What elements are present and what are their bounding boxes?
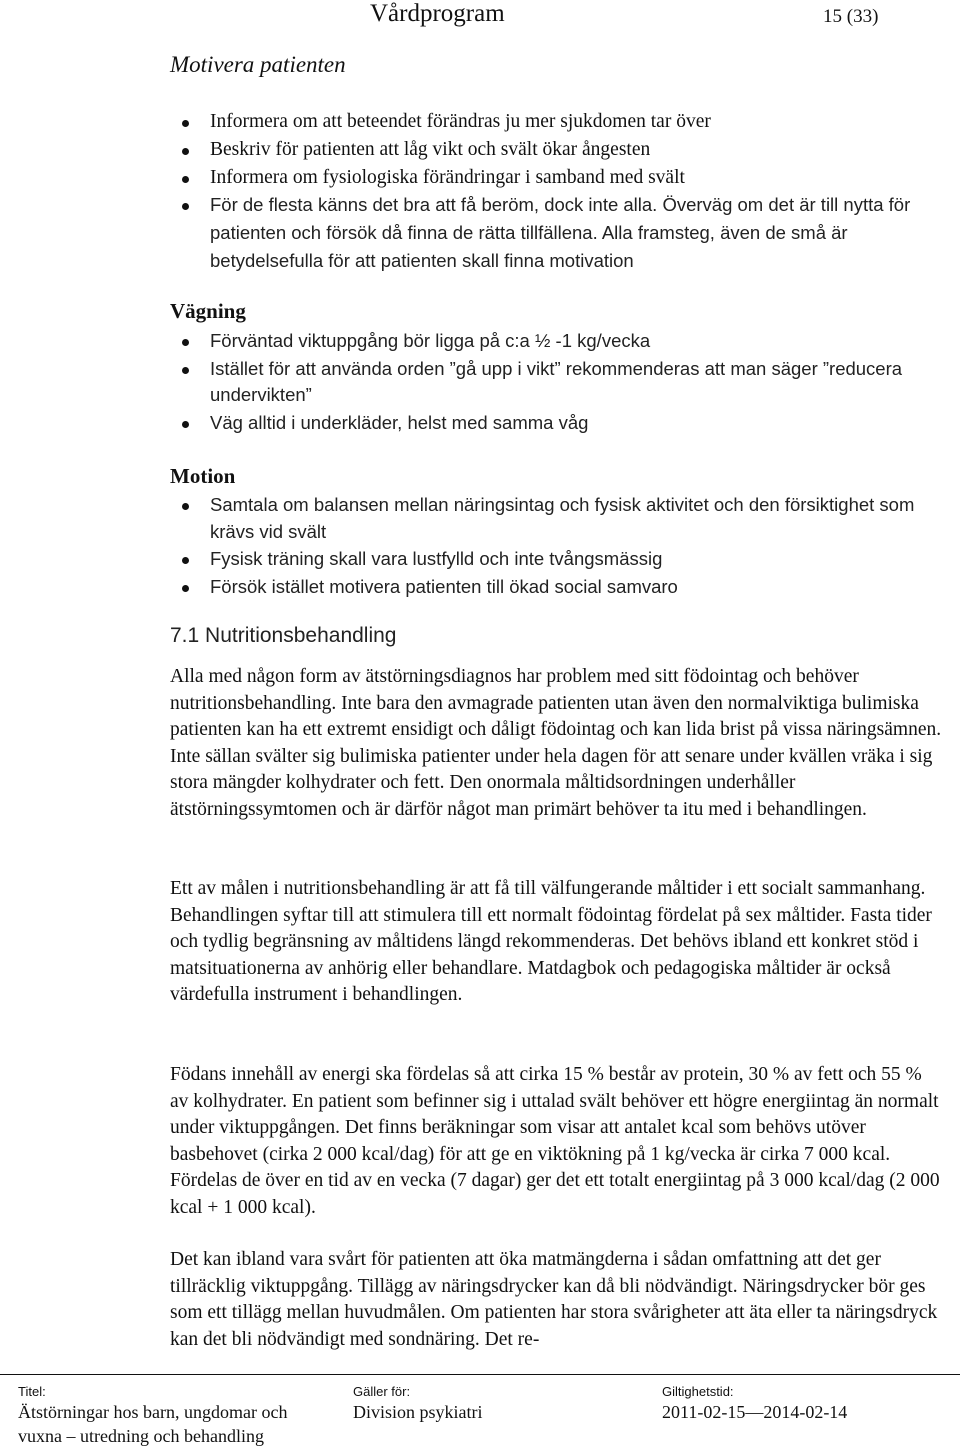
list-item: Fysisk träning skall vara lustfylld och inte tvångsmässig <box>172 546 940 573</box>
paragraph: Ett av målen i nutritionsbehandling är att få till välfungerande måltider i ett socialt sammanhang. Behandlingen syftar till att stimulera till ett normalt födointag fördelat på sex måltider. Fasta tider och tydlig begränsning av måltidens längd rekommenderas. Det behövs ibland ett konkret stöd i matsituationerna av anhörig eller behandlare. Matdagbok och pedagogiska måltider är också värdefulla instrument i behandlingen. <box>170 878 932 1006</box>
motivate-list <box>172 109 940 276</box>
bullet-icon <box>182 176 189 183</box>
list-item: Samtala om balansen mellan näringsintag och fysisk aktivitet och den försiktighet som krävs vid svält <box>172 492 940 545</box>
bullet-icon <box>182 120 189 127</box>
footer-validity-label: Giltighetstid: <box>662 1384 734 1399</box>
document-title: Vårdprogram <box>370 0 505 27</box>
list-item: Informera om fysiologiska förändringar i samband med svält <box>172 165 940 192</box>
vagning-list <box>172 328 940 438</box>
footer-applies-value: Division psykiatri <box>353 1402 483 1422</box>
paragraph: Födans innehåll av energi ska fördelas så att cirka 15 % består av protein, 30 % av fett och 55 % av kolhydrater. En patient som befinner sig i uttalad svält behöver ett högre energiintag än normalt under viktuppgången. Det finns beräkningar som visar att antalet kcal som behövs utöver basbehovet (cirka 2 000 kcal/dag) för att ge en viktökning på 1 kg/vecka är cirka 7 000 kcal. Fördelas de över en tid av en vecka (7 dagar) ger det ett totalt energiintag på 3 000 kcal/dag (2 000 kcal + 1 000 kcal). <box>170 1064 940 1218</box>
motion-list <box>172 492 940 602</box>
motion-heading: Motion <box>170 464 236 488</box>
list-item: Informera om att beteendet förändras ju mer sjukdomen tar över <box>172 109 940 136</box>
footer-applies-label: Gäller för: <box>353 1384 411 1399</box>
bullet-icon <box>182 421 189 428</box>
vagning-heading: Vägning <box>170 299 246 323</box>
bullet-icon <box>182 148 189 155</box>
list-item: Istället för att använda orden ”gå upp i vikt” rekommenderas att man säger ”reducera undervikten” <box>172 356 940 409</box>
paragraph: Alla med någon form av ätstörningsdiagnos har problem med sitt födointag och behöver nutritionsbehandling. Inte bara den avmagrade patienten utan även den normalviktiga bulimiska patienten kan ha ett extremt ensidigt och dåligt födointag och kan lida brist på vissa näringsämnen. Inte sällan svälter sig bulimiska patienter under hela dagen för att senare under kvällen vräka i sig stora mängder kolhydrater och fett. Den onormala måltidsordningen underhåller ätstörningssymtomen och är därför något man primärt behöver ta itu med i behandlingen. <box>170 666 942 820</box>
page-number: 15 (33) <box>823 6 879 27</box>
section-title: Motivera patienten <box>170 52 346 77</box>
bullet-icon <box>182 557 189 564</box>
list-item: För de flesta känns det bra att få beröm, dock inte alla. Överväg om det är till nytta för patienten och försök då finna de rätta tillfällena. Alla framsteg, även de små är betydelsefulla för att patienten skall finna motivation <box>172 192 940 275</box>
footer-validity-value: 2011-02-15—2014-02-14 <box>662 1402 848 1422</box>
bullet-icon <box>182 585 189 592</box>
list-item: Förväntad viktuppgång bör ligga på c:a ½ -1 kg/vecka <box>172 328 940 355</box>
bullet-icon <box>182 339 189 346</box>
list-item: Beskriv för patienten att låg vikt och svält ökar ångesten <box>172 137 940 164</box>
list-item: Försök istället motivera patienten till ökad social samvaro <box>172 574 940 601</box>
list-item: Väg alltid i underkläder, helst med samma våg <box>172 410 940 437</box>
bullet-icon <box>182 367 189 374</box>
footer-title-label: Titel: <box>18 1384 46 1399</box>
paragraph: Det kan ibland vara svårt för patienten att öka matmängderna i sådan omfattning att det ger tillräcklig viktuppgång. Tillägg av näringsdrycker kan då bli nödvändigt. Näringsdrycker bör ges som ett tillägg mellan huvudmålen. Om patienten har stora svårigheter att äta eller ta näringsdryck kan det bli nödvändigt med sondnäring. Det re- <box>170 1249 938 1350</box>
bullet-icon <box>182 203 189 210</box>
bullet-icon <box>182 503 189 510</box>
nutrition-heading: 7.1 Nutritionsbehandling <box>170 624 397 647</box>
footer-divider <box>0 1374 960 1375</box>
footer-title-value: Ätstörningar hos barn, ungdomar och vuxna – utredning och behandling <box>18 1402 288 1446</box>
